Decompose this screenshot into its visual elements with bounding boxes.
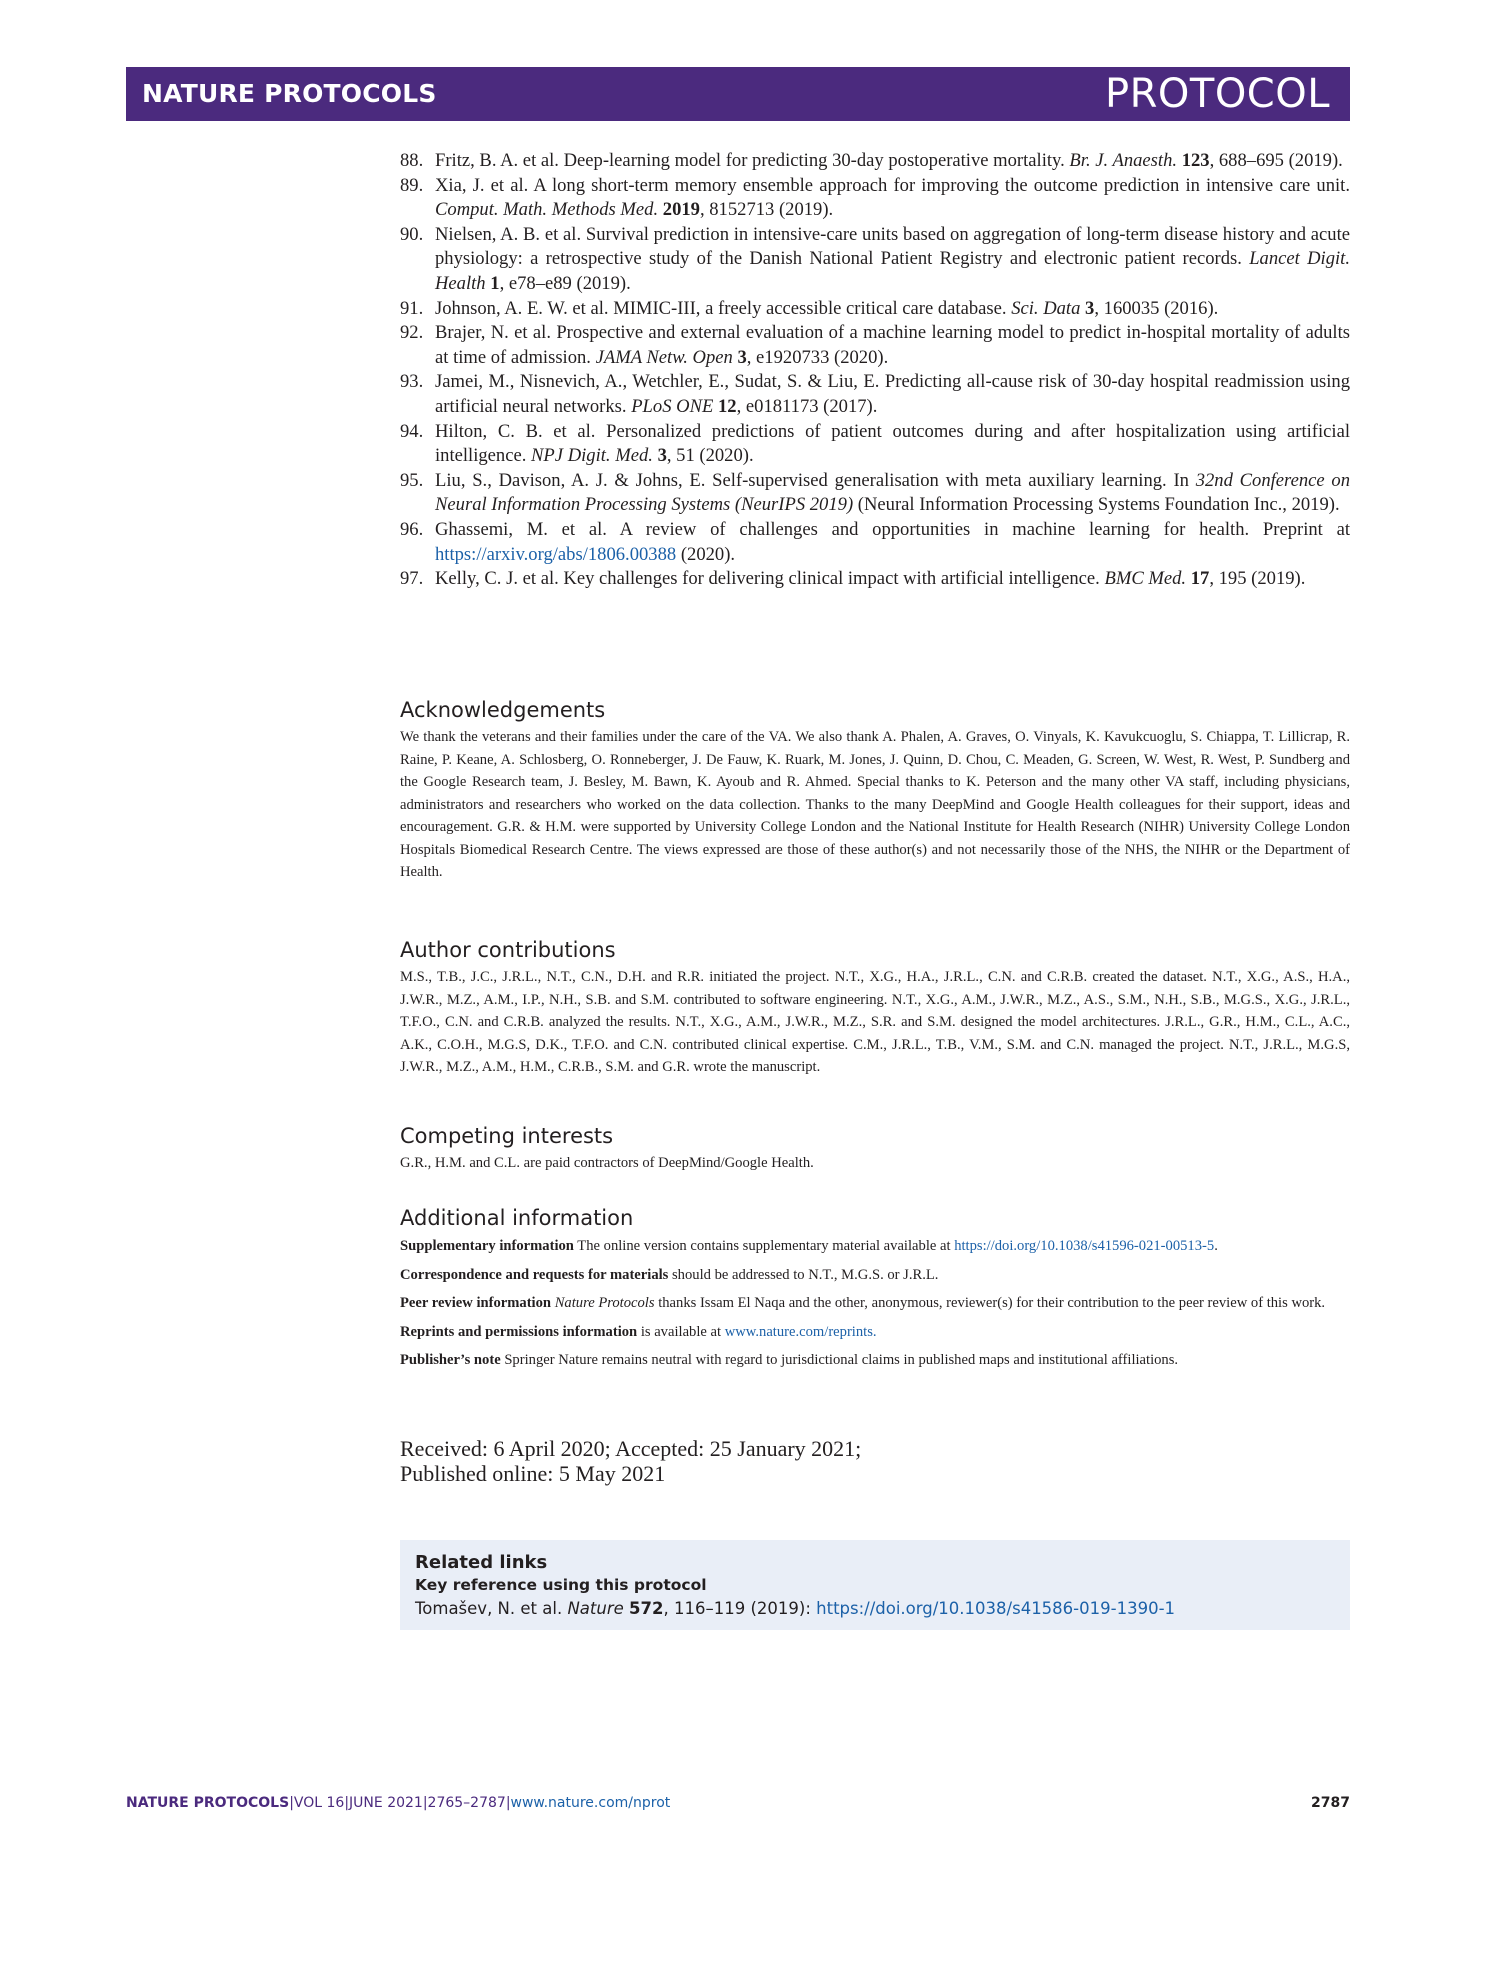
supplementary-information: Supplementary information The online version contains supplementary material available at https://doi.org/10.1038/s41596-021-00513-5. — [400, 1238, 1218, 1254]
reference-number: 92. — [400, 322, 424, 344]
acknowledgements-text: We thank the veterans and their families under the care of the VA. We also thank A. Phalen, A. Graves, O. Vinyals, K. Kavukcuoglu, S. Chiappa, T. Lillicrap, R. Raine, P. Keane, A. Schlosberg, O. Ronneberger, J. De Fauw, K. Ruark, M. Jones, J. Quinn, D. Chou, C. Meaden, G. Screen, W. West, R. West, P. Sundberg and the Google Research team, J. Besley, M. Bawn, K. Ayoub and R. Ahmed. Special thanks to K. Peterson and the many other VA staff, including physicians, administrators and researchers who worked on the data collection. Thanks to the many DeepMind and Google Health colleagues for their support, ideas and encouragement. G.R. & H.M. were supported by University College London and the National Institute for Health Research (NIHR) University College London Hospitals Biomedical Research Centre. The views expressed are those of these author(s) and not necessarily those of the NHS, the NIHR or the Department of Health. — [400, 729, 1350, 880]
reference-item — [400, 567, 1350, 592]
reference-item — [400, 518, 1350, 567]
reference-item — [400, 223, 1350, 297]
additional-information-heading: Additional information — [400, 1206, 634, 1230]
reference-text: Liu, S., Davison, A. J. & Johns, E. Self-supervised generalisation with meta auxiliary learning. In 32nd Conference on Neural Information Processing Systems (NeurIPS 2019) (Neural Information Processing Systems Foundation Inc., 2019). — [435, 469, 1351, 516]
reprints-link[interactable]: www.nature.com/reprints. — [724, 1323, 877, 1340]
competing-interests-heading: Competing interests — [400, 1124, 614, 1148]
received-accepted-dates: Received: 6 April 2020; Accepted: 25 January 2021; — [400, 1436, 862, 1461]
reference-text: Brajer, N. et al. Prospective and external evaluation of a machine learning model to predict in-hospital mortality of adults at time of admission. JAMA Netw. Open 3, e1920733 (2020). — [435, 322, 1350, 368]
reference-number: 90. — [400, 223, 424, 245]
reference-item — [400, 321, 1350, 370]
reference-number: 89. — [400, 174, 424, 196]
footer-journal-name: NATURE PROTOCOLS — [126, 1795, 290, 1811]
reference-volume: 17 — [1190, 568, 1210, 590]
reference-text: Kelly, C. J. et al. Key challenges for delivering clinical impact with artificial intelligence. BMC Med. 17, 195 (2019). — [435, 568, 1306, 590]
reference-item — [400, 149, 1350, 174]
related-links-title: Related links — [415, 1552, 548, 1573]
reference-journal: JAMA Netw. Open — [595, 346, 733, 368]
related-links-subtitle: Key reference using this protocol — [415, 1576, 707, 1594]
reference-text: Jamei, M., Nisnevich, A., Wetchler, E., Sudat, S. & Liu, E. Predicting all-cause risk of 30-day hospital readmission using artificial neural networks. PLoS ONE 12, e0181173 (2017). — [435, 371, 1350, 417]
reference-number: 94. — [400, 420, 424, 442]
journal-header-bar — [126, 67, 1350, 121]
reference-volume: 12 — [718, 395, 737, 417]
reference-volume: 2019 — [662, 199, 700, 221]
article-type: PROTOCOL — [1104, 71, 1330, 117]
reference-journal: Lancet Digit. Health — [435, 248, 1350, 294]
page-number: 2787 — [1311, 1795, 1350, 1811]
reference-number: 95. — [400, 469, 424, 491]
publication-dates — [400, 1436, 861, 1486]
reference-volume: 123 — [1181, 150, 1210, 171]
acknowledgements-heading: Acknowledgements — [400, 698, 606, 722]
reference-volume: 1 — [490, 272, 500, 294]
related-links-box — [400, 1540, 1350, 1630]
reference-number: 96. — [400, 518, 424, 540]
reference-item — [400, 469, 1350, 518]
reference-journal: Sci. Data — [1011, 297, 1081, 319]
reference-journal: Comput. Math. Methods Med. — [435, 199, 659, 221]
reference-item — [400, 174, 1350, 223]
correspondence-information: Correspondence and requests for materials should be addressed to N.T., M.G.S. or J.R.L. — [400, 1266, 939, 1283]
reprints-information: Reprints and permissions information is available at www.nature.com/reprints. — [400, 1323, 877, 1340]
reference-number: 88. — [400, 150, 424, 171]
reference-text: Xia, J. et al. A long short-term memory ensemble approach for improving the outcome prediction in intensive care unit. Comput. Math. Methods Med. 2019, 8152713 (2019). — [435, 174, 1350, 221]
footer-volume: VOL 16 — [293, 1795, 345, 1811]
reference-text: Ghassemi, M. et al. A review of challenges and opportunities in machine learning for health. Preprint at https://arxiv.org/abs/1806.00388 (2020). — [435, 518, 1350, 565]
reference-volume: 3 — [1085, 297, 1095, 319]
journal-name: NATURE PROTOCOLS — [142, 79, 437, 108]
footer-url-link[interactable]: www.nature.com/nprot — [510, 1795, 671, 1811]
page-footer: NATURE PROTOCOLS|VOL 16|JUNE 2021|2765–2787|www.nature.com/nprot 2787 — [126, 1795, 1350, 1811]
reference-journal: Br. J. Anaesth. — [1069, 150, 1178, 171]
author-contributions-heading: Author contributions — [400, 938, 616, 962]
reference-number: 91. — [400, 297, 424, 319]
footer-pages: 2765–2787 — [427, 1795, 506, 1811]
competing-interests-text: G.R., H.M. and C.L. are paid contractors of DeepMind/Google Health. — [400, 1155, 814, 1171]
author-contributions-text: M.S., T.B., J.C., J.R.L., N.T., C.N., D.H. and R.R. initiated the project. N.T., X.G., H.A., J.R.L., C.N. and C.R.B. created the dataset. N.T., X.G., A.S., H.A., J.W.R., M.Z., A.M., I.P., N.H., S.B. and S.M. contributed to software engineering. N.T., X.G., A.M., J.W.R., M.Z., A.S., S.M., N.H., S.B., M.G.S., X.G., J.R.L., T.F.O., C.N. and C.R.B. analyzed the results. N.T., X.G., A.M., J.W.R., M.Z., S.R. and S.M. designed the model architectures. J.R.L., G.R., H.M., C.L., A.C., A.K., C.O.H., M.G.S, D.K., T.F.O. and C.N. contributed clinical expertise. C.M., J.R.L., T.B., V.M., S.M. and C.N. managed the project. N.T., J.R.L., M.G.S, J.W.R., M.Z., A.M., H.M., C.R.B., S.M. and G.R. wrote the manuscript. — [400, 969, 1350, 1075]
reference-item — [400, 370, 1350, 419]
reference-number: 97. — [400, 568, 424, 590]
reference-item — [400, 420, 1350, 469]
reference-text: Johnson, A. E. W. et al. MIMIC-III, a freely accessible critical care database. Sci. Data 3, 160035 (2016). — [435, 297, 1219, 319]
reference-journal: 32nd Conference on Neural Information Processing Systems (NeurIPS 2019) — [435, 469, 1351, 516]
reference-item — [400, 297, 1350, 322]
publishers-note: Publisher’s note Springer Nature remains neutral with regard to jurisdictional claims in published maps and institutional affiliations. — [400, 1352, 1179, 1368]
footer-issue: JUNE 2021 — [349, 1795, 423, 1811]
supplementary-link[interactable]: https://doi.org/10.1038/s41596-021-00513-5 — [954, 1238, 1215, 1254]
reference-journal: BMC Med. — [1104, 568, 1187, 590]
reference-link[interactable]: https://arxiv.org/abs/1806.00388 — [435, 543, 677, 565]
related-reference: Tomašev, N. et al. Nature 572, 116–119 (2019): https://doi.org/10.1038/s41586-019-1390-1 — [415, 1599, 1176, 1618]
related-reference-link[interactable]: https://doi.org/10.1038/s41586-019-1390-1 — [816, 1599, 1176, 1618]
reference-list — [400, 149, 1350, 592]
reference-journal: NPJ Digit. Med. — [531, 445, 653, 467]
reference-text: Hilton, C. B. et al. Personalized predictions of patient outcomes during and after hospitalization using artificial intelligence. NPJ Digit. Med. 3, 51 (2020). — [435, 420, 1350, 467]
reference-number: 93. — [400, 371, 424, 393]
reference-volume: 3 — [737, 346, 747, 368]
peer-review-information: Peer review information Nature Protocols thanks Issam El Naqa and the other, anonymous, reviewer(s) for their contribution to the peer review of this work. — [400, 1295, 1326, 1311]
reference-text: Fritz, B. A. et al. Deep-learning model for predicting 30-day postoperative mortality. Br. J. Anaesth. 123, 688–695 (2019). — [435, 150, 1343, 171]
published-online-date: Published online: 5 May 2021 — [400, 1461, 666, 1486]
additional-information-block — [400, 1235, 1350, 1378]
reference-volume: 3 — [657, 445, 667, 467]
reference-journal: PLoS ONE — [631, 395, 714, 417]
reference-text: Nielsen, A. B. et al. Survival prediction in intensive-care units based on aggregation of long-term disease history and acute physiology: a retrospective study of the Danish National Patient Registry and electronic patient records. Lancet Digit. Health 1, e78–e89 (2019). — [435, 223, 1350, 294]
